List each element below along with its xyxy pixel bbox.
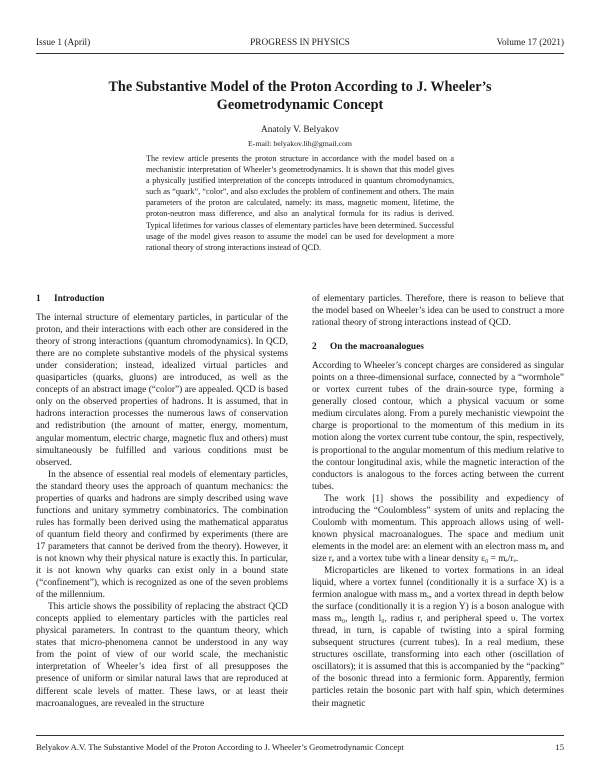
header-journal: PROGRESS IN PHYSICS [250,38,350,48]
abstract: The review article presents the proton structure in accordance with the model based on a mechanistic interpretation of Wheeler’s geometrodynamics. It is shown that this model gives a physically justified interpretation of the concepts introduced in quantum chromodynamics, such as “quark”, “color”, and also excludes the problem of confinement and others. The main parameters of the proton are calculated, namely: its mass, magnetic moment, lifetime, the proton-neutron mass difference, and also an analytical formula for its radius is derived. Typical lifetimes for various classes of elementary particles have been determined. Successful usage of the model gives reason to assume the model can be used for development a more rational theory of strong interactions instead of QCD. [146,154,454,252]
author-email: E-mail: belyakov.lih@gmail.com [248,139,352,148]
section-1-paragraph: of elementary particles. Therefore, there is reason to believe that the model based on Wheeler’s idea can be used to construct a more rational theory of strong interactions instead of QCD. [312,294,564,329]
section-2-number: 2 [312,342,317,353]
section-2-paragraph: Microparticles are likened to vortex formations in an ideal liquid, where a vortex funnel (conditionally it is a surface X) is a fermion analogue with mass mₒ, and a vortex thread in depth below the surface (conditionally it is a region Y) is a boson analogue with mass m₀, length l₀, radius r, and peripheral speed υ. The vortex thread, in turn, is capable of twisting into a spiral forming subsequent structures (current tubes). In a real medium, these structures oscillate, transforming into each other (oscillation of oscillators); it is assumed that this is accompanied by the “packing” of the bosonic thread into a fermionic form. Apparently, fermion particles retain the bosonic part with half spin, which determines their magnetic [312,565,564,709]
paper-title: The Substantive Model of the Proton According to J. Wheeler’s Geometrodynamic Concept [108,79,492,113]
header-rule [36,53,564,54]
section-2-title: On the macroanalogues [330,342,424,353]
header-volume: Volume 17 (2021) [496,38,564,48]
footer-rule [36,735,564,736]
section-1-paragraph: The internal structure of elementary particles, in particular of the proton, and their interactions with each other are considered in the theory of strong interactions (quantum chromodynamics). In QCD, there are no complete substantive models of the physical systems under consideration; instead, idealized virtual particles and quasiparticles (quarks, gluons) are introduced, as well as the concepts of an abstract image (“color”) are appealed. QCD is based only on the observed properties of hadrons. It is assumed, that in hadrons interaction processes the numerous laws of conservation and redistribution (the amount of matter, energy, momentum, angular momentum, electric charge, magnetic flux and others) must simultaneously be fulfilled and various conditions must be observed. [36,313,288,468]
right-column [312,293,564,710]
section-1-paragraph: In the absence of essential real models of elementary particles, the standard theory uses the approach of quantum mechanics: the properties of quarks and hadrons are simply described using wave functions and unitary symmetry combinatorics. The combination rules has formally been derived using the mathematical apparatus of quantum field theory and confirmed by experiments (there are 17 parameters that cannot be derived from the theory). However, it is not known why their physical nature is exactly this. In particular, it is not known why quarks can exist only in a bound state (“confinement”), which is recognized as one of the seven problems of the millennium. [36,469,288,601]
section-1-number: 1 [36,294,41,304]
page-number: 15 [555,742,564,752]
section-2-paragraph: The work [1] shows the possibility and expediency of introducing the “Coulombless” system of units and replacing the Coulomb with momentum. This approach allows using of well-known physical macroanalogues. The space and medium unit elements in the model are: an element with an electron mass mₑ and size rₑ and a vortex tube with a linear density ε₀ = mₑ/rₑ. [312,493,564,564]
section-2-heading [312,341,564,353]
header-issue: Issue 1 (April) [36,38,91,48]
section-1-title: Introduction [54,294,105,304]
footer-citation: Belyakov A.V. The Substantive Model of the Proton According to J. Wheeler’s Geometrodynamic Concept [36,742,404,752]
section-2-paragraph: According to Wheeler’s concept charges are considered as singular points on a three-dimensional surface, connected by a “wormhole” or vortex current tubes of the drain-source type, forming a generally closed contour, which a physical vacuum or some medium circulates along. From a purely mechanistic viewpoint the charge is proportional to the momentum of this medium in its motion along the vortex current tube contour, the spin, respectively, is proportional to the angular momentum of this medium relative to the contour longitudinal axis, while the magnetic interaction of the conductors is analogous to the forces acting between the current tubes. [312,361,564,492]
section-1-heading [36,293,288,305]
author-name: Anatoly V. Belyakov [261,125,339,135]
section-1-paragraph: This article shows the possibility of replacing the abstract QCD concepts applied to elementary particles with the particles real physical parameters. In contrast to the quantum theory, which states that micro-phenomena cannot be understood in any way from the point of view of our world scale, the mechanistic interpretation of Wheeler’s idea first of all presupposes the presence of uniform or similar natural laws that are reproduced at different scale levels of matter. These laws, or at least their macroanalogues, are revealed in the structure [36,602,288,709]
left-column [36,293,288,710]
